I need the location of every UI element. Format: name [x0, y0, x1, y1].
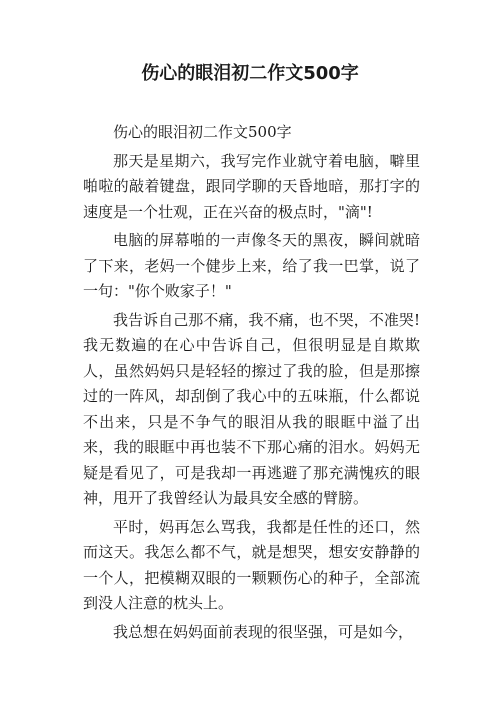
paragraph: 我告诉自己那不痛，我不痛，也不哭，不准哭!我无数遍的在心中告诉自己，但很明显是自欺欺人，虽然妈妈只是轻轻的擦过了我的脸，但是那擦过的一阵风，却刮倒了我心中的五味瓶，什么都说不出来，只是不争气的眼泪从我的眼眶中溢了出来，我的眼眶中再也装不下那心痛的泪水。妈妈无疑是看见了，可是我却一再逃避了那充满愧疚的眼神，甩开了我曾经认为最具安全感的臂膀。	[83, 310, 420, 507]
paragraph: 我总想在妈妈面前表现的很坚强，可是如今，	[113, 622, 414, 641]
paragraph: 平时，妈再怎么骂我，我都是任性的还口，然而这天。我怎么都不气，就是想哭，想安安静静的一个人，把模糊双眼的一颗颗伤心的种子，全部流到没人注意的枕头上。	[83, 517, 420, 612]
document-title: 伤心的眼泪初二作文500字	[141, 63, 359, 84]
paragraph: 伤心的眼泪初二作文500字	[113, 123, 292, 141]
paragraph: 那天是星期六，我写完作业就守着电脑，噼里啪啦的敲着键盘，跟同学聊的天昏地暗，那打字的速度是一个壮观，正在兴奋的极点时，"滴"!	[83, 151, 420, 221]
paragraph: 电脑的屏幕啪的一声像冬天的黑夜，瞬间就暗了下来，老妈一个健步上来，给了我一巴掌，说了一句："你个败家子！"	[83, 231, 420, 300]
document-body	[83, 120, 420, 648]
